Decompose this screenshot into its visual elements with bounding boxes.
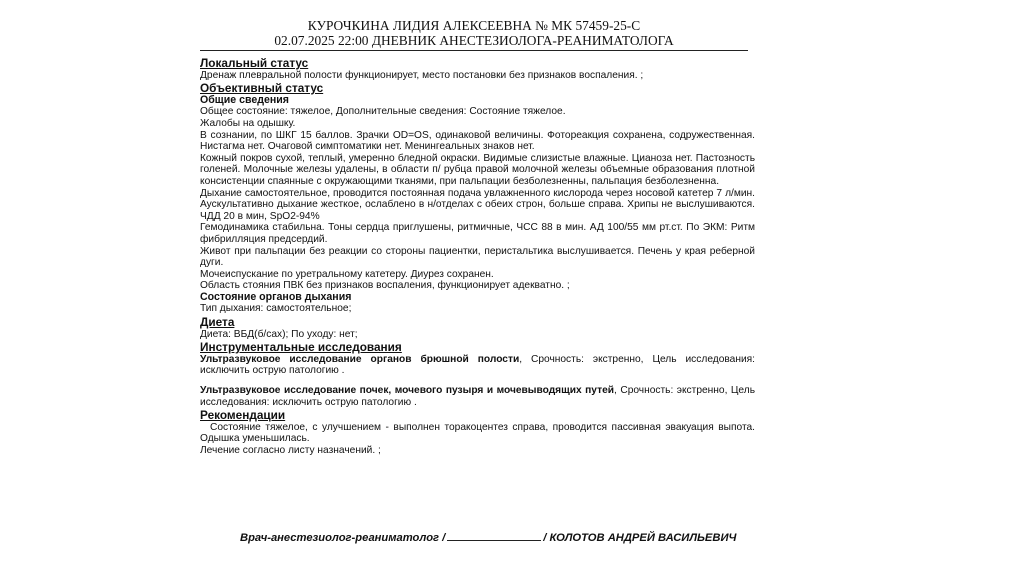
recommendations-heading: Рекомендации	[200, 408, 286, 423]
instrumental-item-title: Ультразвуковое исследование органов брюшной полости	[200, 353, 520, 365]
general-line: Кожный покров сухой, теплый, умеренно бледной окраски. Видимые слизистые влажные. Цианоза нет. Пастозность голеней. Молочные железы удалены, в области п/ рубца правой молочной железы объемные образования плотной консистенции спаянные с окружающими тканями, при пальпации безболезненны, пальпация безболезненна.	[200, 152, 755, 187]
recommendation-line: Лечение согласно листу назначений. ;	[200, 445, 381, 456]
general-line: Область стояния ПВК без признаков воспаления, функционирует адекватно. ;	[200, 280, 570, 292]
document-body	[200, 56, 755, 457]
respiratory-text: Тип дыхания: самостоятельное;	[200, 303, 352, 315]
recommendation-line: Состояние тяжелое, с улучшением - выполнен торакоцентез справа, проводится пассивная эвакуация выпота. Одышка уменьшилась.	[200, 421, 755, 445]
signature-blank	[447, 530, 541, 541]
instrumental-heading: Инструментальные исследования	[200, 340, 402, 355]
instrumental-item-details: , Срочность: экстренно, Цель исследования: исключить острую патологию .	[200, 385, 756, 408]
respiratory-heading: Состояние органов дыхания	[200, 290, 352, 303]
general-line: Дыхание самостоятельное, проводится постоянная подача увлажненного кислорода через носовой катетер 7 л/мин. Аускультативно дыхание жесткое, ослаблено в н/отделах с обеих строн, больше справа. Хрипы не выслушиваются. ЧДД 20 в мин, SpO2-94%	[200, 187, 755, 222]
general-line: Живот при пальпации без реакции со стороны пациентки, перистальтика выслушивается. Печень у края реберной дуги.	[200, 245, 755, 269]
instrumental-item-title: Ультразвуковое исследование почек, мочевого пузыря и мочевыводящих путей	[200, 385, 615, 397]
general-line: В сознании, по ШКГ 15 баллов. Зрачки OD=OS, одинаковой величины. Фотореакция сохранена, содружественная. Нистагма нет. Очаговой симптоматики нет. Менингеальных знаков нет.	[200, 129, 755, 153]
signature-role: Врач-анестезиолог-реаниматолог /	[240, 532, 446, 544]
general-line: Жалобы на одышку.	[200, 117, 296, 129]
instrumental-item-details: , Срочность: экстренно, Цель исследования: исключить острую патологию .	[200, 353, 755, 377]
diet-heading: Диета	[200, 315, 235, 330]
instrumental-item	[200, 385, 755, 408]
document-header	[200, 18, 748, 48]
general-line: Гемодинамика стабильна. Тоны сердца приглушены, ритмичные, ЧСС 88 в мин. АД 100/55 мм рт.ст. По ЭКМ: Ритм фибрилляция предсердий.	[200, 222, 755, 245]
instrumental-item	[200, 354, 755, 377]
objective-status-heading: Объективный статус	[200, 81, 324, 96]
signature-line	[240, 530, 760, 544]
header-divider	[200, 50, 748, 51]
signature-name: / КОЛОТОВ АНДРЕЙ ВАСИЛЬЕВИЧ	[543, 532, 737, 544]
general-line: Мочеиспускание по уретральному катетеру. Диурез сохранен.	[200, 268, 494, 280]
spacer	[200, 377, 755, 385]
local-status-text: Дренаж плевральной полости функционирует, место постановки без признаков воспаления. ;	[200, 69, 644, 81]
patient-line: КУРОЧКИНА ЛИДИЯ АЛЕКСЕЕВНА № МК 57459-25-С	[307, 18, 641, 33]
diary-title: 02.07.2025 22:00 ДНЕВНИК АНЕСТЕЗИОЛОГА-РЕАНИМАТОЛОГА	[274, 33, 674, 48]
diet-text: Диета: ВБД(б/сах); По уходу: нет;	[200, 328, 358, 340]
general-line: Общее состояние: тяжелое, Дополнительные сведения: Состояние тяжелое.	[200, 106, 566, 118]
local-status-heading: Локальный статус	[200, 56, 309, 70]
general-info-heading: Общие сведения	[200, 93, 289, 106]
